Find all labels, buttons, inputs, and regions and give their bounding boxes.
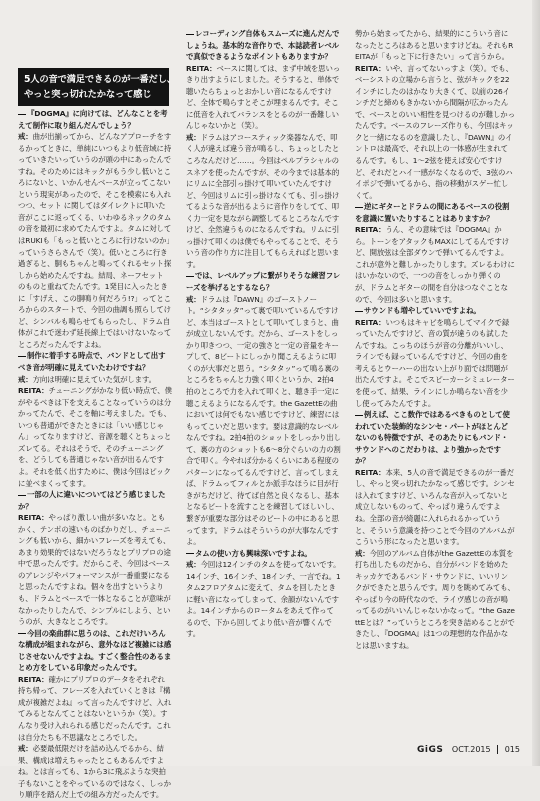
paragraph-text: 逆にギターとドラムの間にあるベースの役割を意識に置いたりすることはありますか？	[355, 202, 510, 223]
speaker-name: 戒：	[355, 548, 370, 558]
page-gutter-shadow	[532, 0, 540, 766]
speaker-name: REITA：	[355, 63, 386, 73]
interview-question	[355, 201, 515, 224]
paragraph-text: 本来、5人の音で満足できるのが一番だし、やっと突っ切れたかなって感じです。シンセは入れてますけど、いろんな音が入ってないと成立しないものって、やっぱり違うんですよね。全部の音が綺麗に入れられるかっていうと、そういう意識を持つことで今回のアルバムがこういう形になったと思います。	[355, 467, 515, 547]
speaker-name: REITA：	[355, 225, 386, 235]
speaker-name: 戒：	[18, 132, 33, 142]
question-dash-marker	[186, 34, 194, 35]
speaker-name: REITA：	[186, 63, 217, 73]
question-dash-marker	[186, 553, 194, 554]
speaker-name: REITA：	[18, 386, 49, 396]
paragraph-text: 必要最低限だけを詰め込んでるから、結果、構成は増えちゃったとこもあるんですよね。とは言っても、1から3に飛ぶような突拍子もないことをやっているのではなく、しっかり順序を踏んだ上での組み方だったんです。	[18, 744, 171, 800]
paragraph-text: いや、言ってないっすよ（笑）。でも、ベーシストの立場から言うと、弦がキックを22インチにしたのはかなり大きくて、以前の26インチだと締めもきかないから間隔が広かったんで、ベースとのいい相性を見つけるのが難しかったんです。ベースのフレーズ作りも、今回はキックと一緒になるのを意識したし、『DAWN』のイントロは最高で、それ以上の一体感が生まれてるんです。もし、1～2弦を使えば安心ですけど、それだとハイ一感がなくなるので、3弦のハイポジで弾いてるから、指の移動がスゲー忙しくて。	[355, 63, 515, 200]
paragraph-text: では、レベルアップに繋がりそうな練習フレーズを挙げるとするなら？	[186, 271, 341, 293]
speaker-name: 戒：	[18, 374, 33, 384]
text-column-1	[18, 108, 172, 800]
page-footer	[417, 745, 520, 755]
speaker-name: 戒：	[186, 560, 201, 570]
paragraph-text: ベースに関しては、まず中域を思いっきり出すようにしました。そうすると、単体で聴いたらちょっとおかしい音になるんですけど、全体で鳴らすとそこが埋まるんです。そこに低音を入れてバランスをとるのが一番難しいんじゃないかと（笑）。	[186, 63, 341, 131]
interview-answer	[355, 28, 515, 63]
interview-question	[186, 270, 341, 293]
question-dash-marker	[186, 276, 194, 277]
question-dash-marker	[18, 633, 26, 634]
text-column-3	[355, 28, 515, 734]
paragraph-text: 今回の楽曲群に思うのは、これだけいろんな構成が組まれながら、意外なほど複雑には感じさせないんですよね。すごく整合性のあるまとめ方をしている印象だったんです。	[18, 628, 172, 673]
interview-answer	[186, 132, 341, 271]
paragraph-text: サウンドも増やしていいですよね。	[364, 306, 481, 316]
interview-question	[186, 548, 341, 560]
paragraph-text: タムの使い方も興味深いですよね。	[195, 548, 312, 558]
paragraph-text: 一部の人に違いについてはどう感じましたか？	[18, 490, 166, 511]
paragraph-text: やっぱり激しい曲が多いなと。ともかく、テンポの速いものばかりだし、チューニングも低いから、細かいフレーズを考えても、あまり効果的ではないだろうなとプリプロの途中で思ったんです。だからこそ、今回はベースのアレンジやパフォーマンスが一番重要になると思ったんですよね。個々を出すというよりも、ドラムとベースで一体となることが意味がなかったりしたんで、シンプルにしよう、というのが、大きなところです。	[18, 513, 171, 627]
section-heading-line1: 5人の音で満足できるのが一番だし、	[24, 74, 176, 85]
interview-answer	[18, 512, 172, 627]
interview-answer	[186, 63, 341, 132]
paragraph-text: 今回のアルバム自体がthe GazettEの本質を打ち出したものだから、自分がバンドを始めたキッカケであるバンド・サウンドに、いいリンクができたと思うんです。周りを眺めてみても、やっぱり今の時代なので、ライヴ感じの音が鳴ってるのがいいんじゃないかなって。“the GazettEとは？”っていうところを突き詰めることができたし、『DOGMA』は1つの理想的な作品かなとは思いますね。	[355, 548, 515, 650]
section-heading	[18, 68, 176, 106]
question-dash-marker	[18, 114, 26, 115]
speaker-name: REITA：	[18, 674, 49, 684]
interview-answer	[186, 294, 341, 548]
paragraph-text: 例えば、ここ数作ではあるべきものとして使われていた装飾的なシンセ・パートがほとんどないのも特徴ですが、そのあたりにもバンド・サウンドへのこだわりは、より強かったですか？	[355, 410, 510, 466]
text-column-2	[186, 28, 341, 734]
speaker-name: REITA：	[355, 467, 386, 477]
paragraph-text: 制作に着手する時点で、バンドとして出すべき音が明確に見えていたわけですね？	[18, 351, 166, 373]
speaker-name: 戒：	[186, 132, 201, 142]
interview-question	[18, 489, 172, 512]
interview-answer	[18, 131, 172, 350]
paragraph-text: レコーディング自体もスムーズに進んだんでしょうね。基本的な音作りで、本誌読者レベルで真似できるようなポイントもありますか？	[186, 29, 340, 62]
paragraph-text: ドラムは『DAWN』のゴーストノート。“シタタッタ”って裏で叩いているんですけど、本当はゴーストとして叩いてしまうと、曲が成立しないんです。だから、ゴーストをしっかり叩きつつ、一定の強さと一定の音量をキープして、8ビートにしっかり聞こえるように叩くのが大事だと思う。“シタタッ”って鳴る裏のところをちゃんと力強く叩くというか、2拍4拍のところで力を入れて叩くと、聴き手一定に聴こえるようになるんです。the GazettEの曲においては何でもない感じですけど、練習にはもってこいだと思います。要は意識的なレベルなんですね。2拍4拍のショットをしっかり出して、裏の方のショットも6〜8分ぐらいの力の割合で叩く。今やれば分かるくらいにある程度のパターンになってるんですけど、言ってしまえば、ドラムってフィルとか派手なほうに目が行きがちだけど、待てば自然と良くなるし、基本となるビートを流すことを練習してほしいし、繋ぎが重要な部分はそのビートの中にあると思ってます。ドラムはそういうのが大事なんですよ。	[186, 294, 341, 547]
magazine-brand: GiGS	[417, 745, 444, 755]
paragraph-text: 曲が出揃ってから、どんなアプローチをするかってときに、単純にいつもより低音域に持っていきたいっていうのが頭の中にあったんですね。そのためにはキックがもう少し低いところにないと、いかんせんベースが立ってこないという現実があったので、そこを模索にも入れつつ、セット に関してはダイレクトに叩いた音がここに返ってくる、いわゆるネックのタムの音を最初に求めてたんですよ。タムに対してはRUKIも「もっと低いところに行けないのか」っていうさらさんで（笑）。低いところに行き過ぎると、胴もちゃんと鳴ってくれるセット探しから始めたんですね。結局、ネーフセット のものと重ねてたんです。1発目に入ったときに「すげえ、この胴鳴り何だろう!?」ってところからのスタートで、今回の曲調も照らしてけど、シンバルも鳴らせてもらったし、ドラム自体がこれで迷わず延長線上ではいけないなってところだったんですよね。	[18, 132, 172, 349]
question-dash-marker	[355, 311, 363, 312]
paragraph-text: 『DOGMA』に向けては、どんなことを考えて制作に取り組んだんでしょう？	[18, 109, 168, 130]
paragraph-text: チューニングがかなり低い時点で、僕がやるべきは下を支えることなっていうのは分かってたんで、そこを軸に考えました。でも、いつも普通ができたときには「いい感じじゃん」ってなりますけど、音源を聴くとちょっとズレてる。それはそうで、そのチューニングを、どうしても普通じゃない音が出るんですよ。それを低く出すために、僕は今回はピックに並べまくってます。	[18, 386, 172, 488]
paragraph-text: 今回は12インチのタムを使ってないです。14インチ、16インチ、18インチ、一言でね。1タム2フロアタムに変えて、タムを回したときに軽い音になってしまって、余韻がないんですよ。14インチからのロータムをあえて作ってるので、下から回してより低い音が響くんです。	[186, 560, 341, 639]
paragraph-text: ドラムはアコースティック楽器なんで、叩く人が違えば違う音が鳴るし、ちょっとしたところなんだけど……。今回はペルプラシャルのスネアを使ったんですが、その今までは基本的にリムに全部引っ掛けて叩いていたんですけど、今回はリムに引っ掛けなくても、引っ掛けてるような音が出るように音作りをしてて、叩く力一定を見ながら調整してるところなんですけど、全然違うものになるんですね。リムに引っ掛けて叩くのは僕でもやってることで、そういう音の作り方に注目してもらえればと思います。	[186, 132, 340, 269]
section-heading-line2: やっと突っ切れたかなって感じ	[24, 89, 152, 100]
interview-answer	[355, 317, 515, 409]
question-dash-marker	[18, 495, 26, 496]
interview-question	[186, 28, 341, 63]
interview-answer	[355, 548, 515, 652]
interview-question	[18, 350, 172, 373]
question-dash-marker	[355, 207, 363, 208]
interview-answer	[186, 559, 341, 640]
interview-answer	[18, 374, 172, 386]
footer-divider	[497, 745, 498, 754]
paragraph-text: 勢から始まってたから、結果的にこういう音になったところはあると思いますけどね。それもREITAが「もっと下に行きたい」って言うから。	[355, 29, 514, 62]
question-dash-marker	[355, 415, 363, 416]
interview-answer	[355, 467, 515, 548]
interview-question	[355, 409, 515, 467]
paragraph-text: いつもはキャビを鳴らしてマイクで録っていたんですけど、音の質が違うのも試したんですね。こっちのほうが音の分離がいいし、ラインでも録っているんですけど、今回の曲を考えるとウーハーの出ない上がり面では問題が出たんですよ。そこでスピーカーシミュレーターを使って、結果、ラインにしか鳴らない音を少し使ってみたんですよ。	[355, 317, 515, 408]
interview-answer	[355, 224, 515, 305]
issue-date: OCT.2015	[451, 745, 491, 754]
paragraph-text: 方向は明確に見えていた気がします。	[32, 374, 156, 384]
interview-question	[18, 108, 172, 131]
speaker-name: REITA：	[18, 513, 49, 523]
interview-answer	[18, 674, 172, 743]
interview-answer	[355, 63, 515, 202]
interview-answer	[18, 743, 172, 801]
paragraph-text: 確かにプリプロのデータをそれぞれ持ち帰って、フレーズを入れていくときは『構成が複雑だよね』って言ったんですけど、入れてみるとなんてことはないというか（笑）。すんなり受け入れられる感じだったんです。これは自分たちも不思議なところでした。	[18, 674, 172, 742]
interview-answer	[18, 385, 172, 489]
speaker-name: 戒：	[186, 294, 201, 304]
interview-question	[355, 305, 515, 317]
paragraph-text: うん、その意味では『DOGMA』から。トーンをアタックもMAXにしてるんですけど、開放弦は全部ダウンで弾いてるんですよ。これが意外と難しかったりします。ズレるわけにはいかないので、一つの音をしっかり弾くのが、ドラムとギターの間を自分はつなぐことなので、今回は多いと思います。	[355, 225, 515, 304]
question-dash-marker	[18, 356, 26, 357]
interview-question	[18, 628, 172, 674]
speaker-name: 戒：	[18, 744, 33, 754]
page-number: 015	[504, 745, 520, 754]
speaker-name: REITA：	[355, 317, 386, 327]
